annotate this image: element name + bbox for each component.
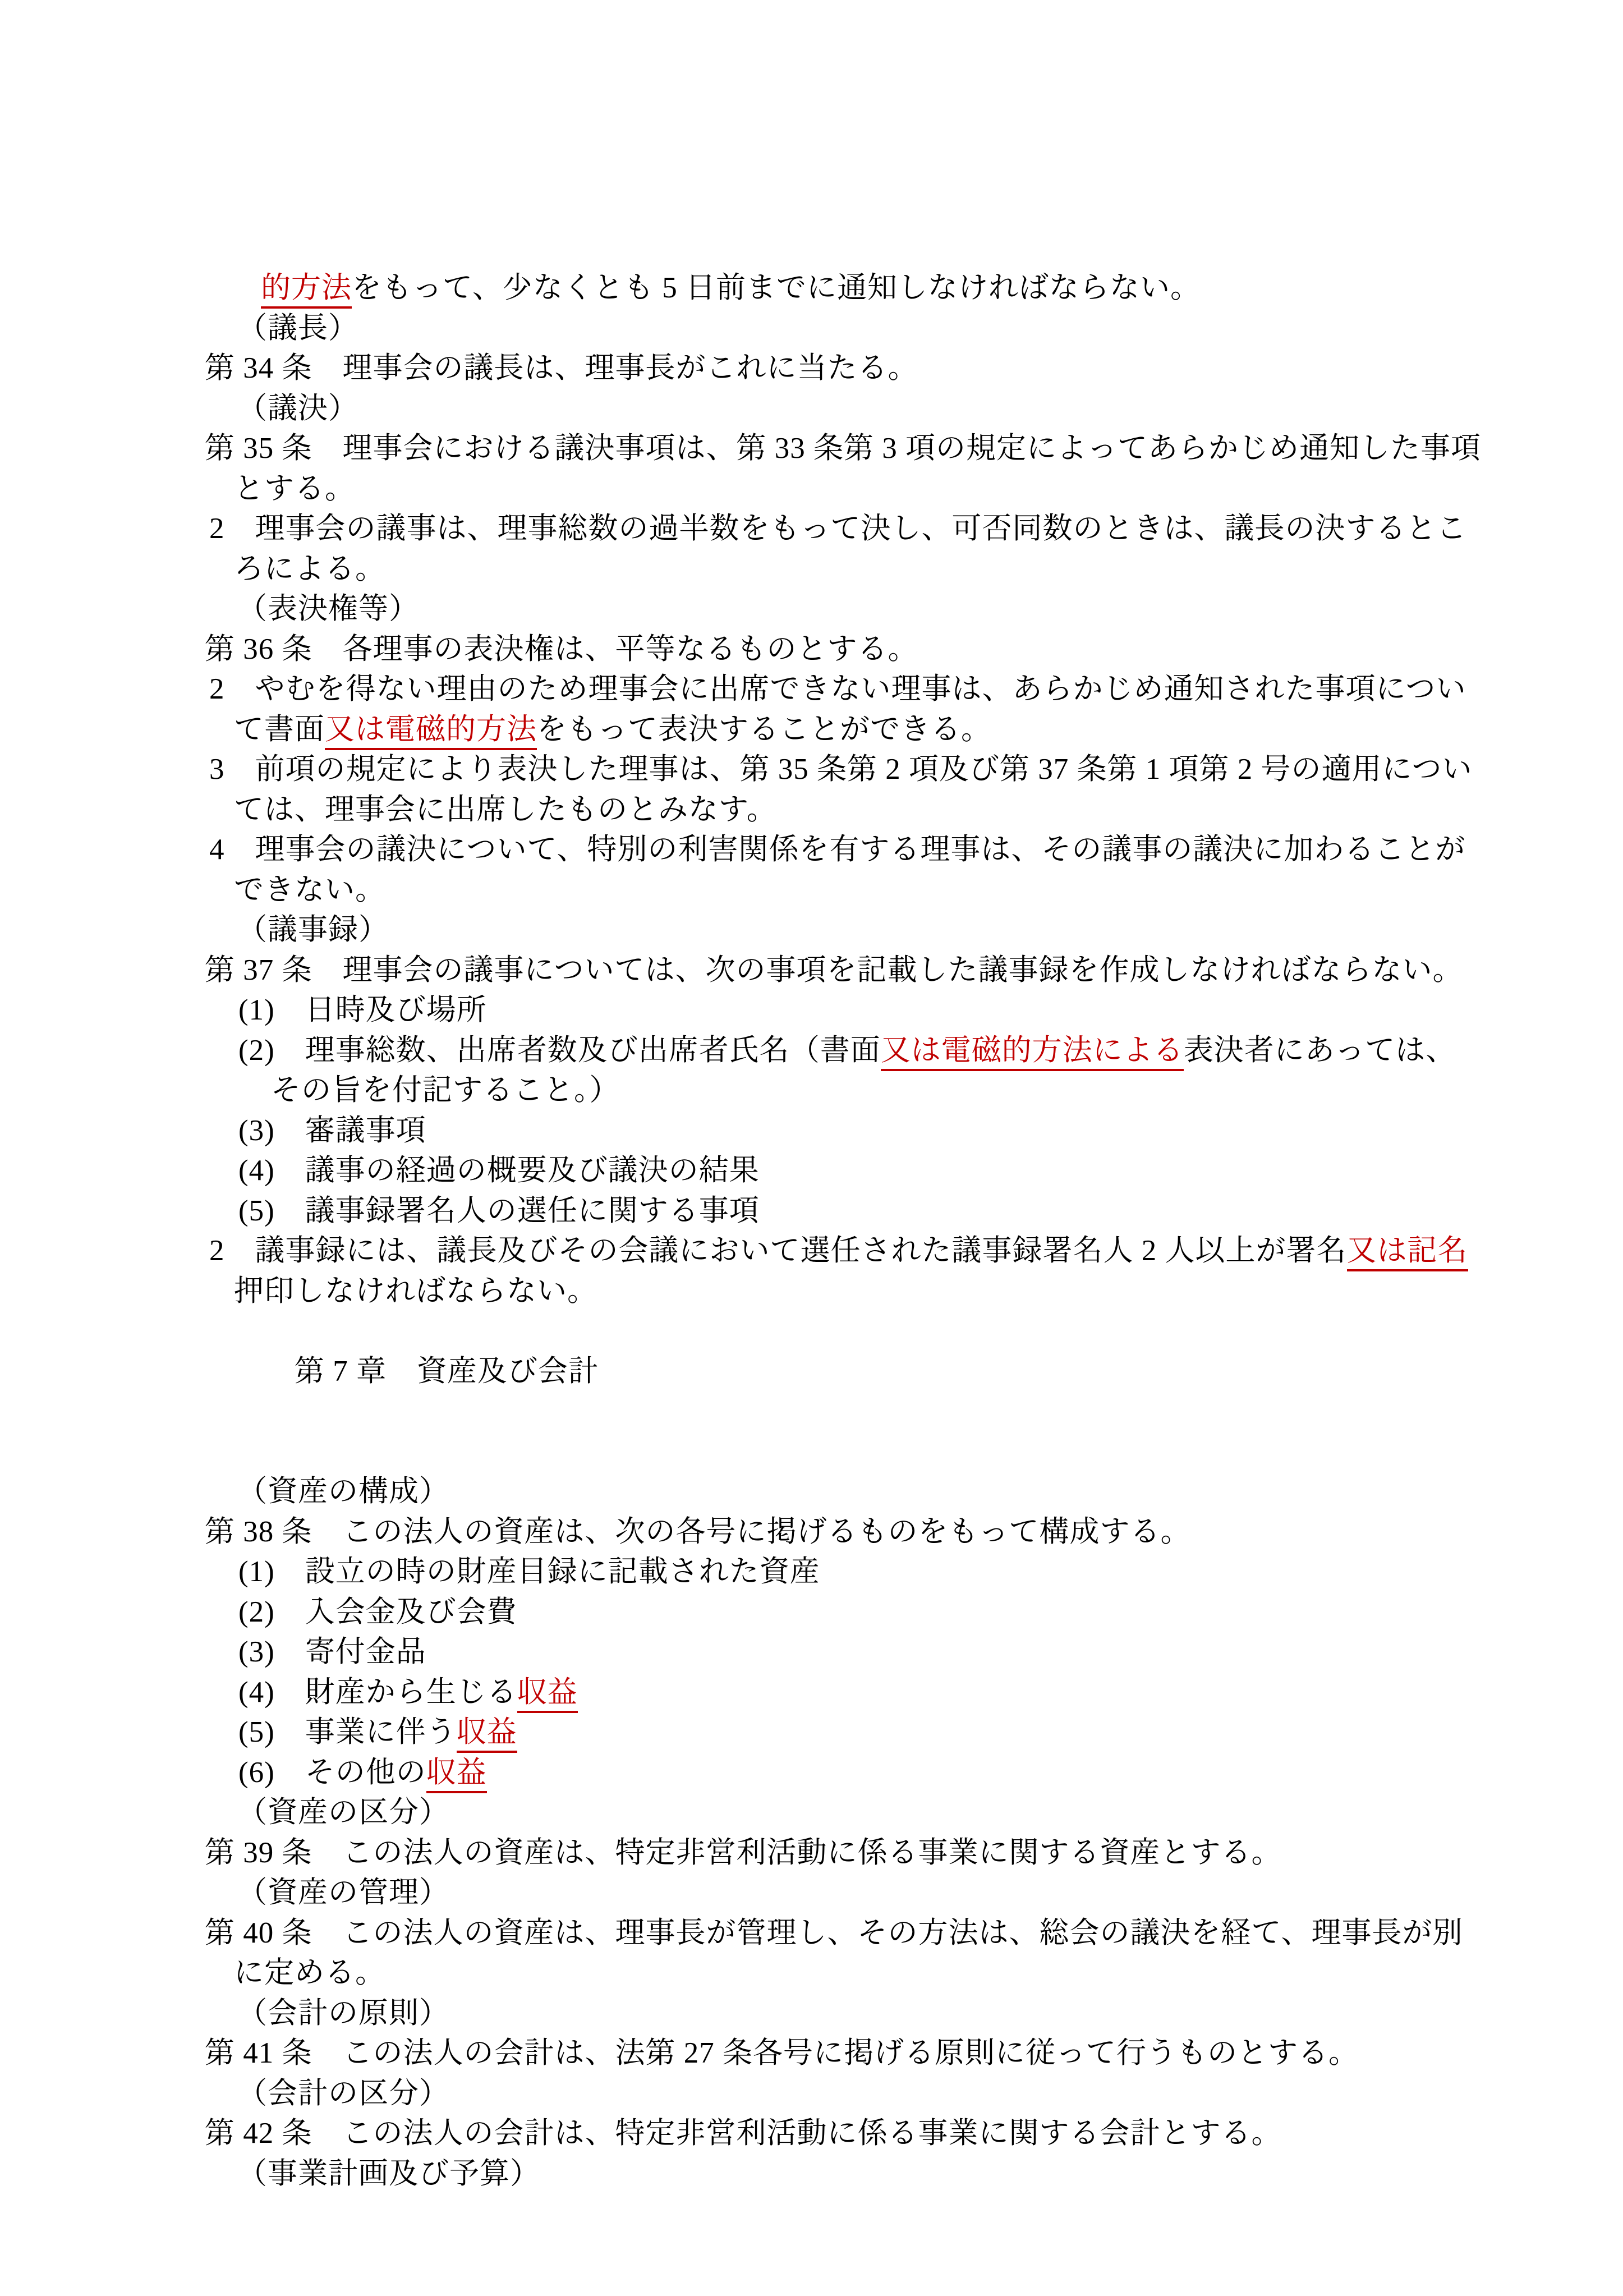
item-line (238, 1552, 1455, 1592)
section-label (237, 2074, 1455, 2114)
body-text: 2 理事会の議事は、理事総数の過半数をもって決し、可否同数のときは、議長の決するとこ (209, 512, 1467, 545)
section-label (237, 309, 1455, 349)
item-line (238, 1632, 1455, 1673)
continuation-line (234, 469, 1455, 509)
body-text: 第 36 条 各理事の表決権は、平等なるものとする。 (205, 632, 918, 665)
body-text: （議事録） (237, 913, 389, 946)
body-text: (3) 審議事項 (238, 1114, 426, 1147)
body-text: 表決者にあっては、 (1183, 1034, 1456, 1067)
body-text: 4 理事会の議決について、特別の利害関係を有する理事は、その議事の議決に加わることが (209, 833, 1466, 866)
section-label (237, 389, 1455, 429)
body-text: (2) 入会金及び会費 (238, 1595, 517, 1628)
body-text: （議決） (237, 392, 358, 425)
body-text: 第 40 条 この法人の資産は、理事長が管理し、その方法は、総会の議決を経て、理事長が別 (205, 1916, 1463, 1949)
article-line (205, 1913, 1463, 1954)
article-line (205, 1512, 1455, 1553)
body-text: 第 7 章 資産及び会計 (295, 1354, 599, 1388)
body-text: 第 34 条 理事会の議長は、理事長がこれに当たる。 (205, 352, 918, 384)
body-text: 第 37 条 理事会の議事については、次の事項を記載した議事録を作成しなければならない。 (205, 953, 1463, 986)
body-text: 第 41 条 この法人の会計は、法第 27 条各号に掲げる原則に従って行うものとする。 (205, 2037, 1359, 2069)
body-text: ては、理事会に出席したものとみなす。 (234, 793, 777, 826)
section-label (237, 589, 1455, 630)
body-text: をもって、少なくとも 5 日前までに通知しなければならない。 (352, 272, 1201, 304)
body-text: 2 議事録には、議長及びその会議において選任された議事録署名人 2 人以上が署名 (209, 1234, 1347, 1267)
blank-line (205, 1432, 1455, 1472)
revision-red-text: 収益 (426, 1756, 487, 1793)
item-line (238, 1592, 1455, 1633)
body-text: に定める。 (234, 1957, 385, 1989)
revision-red-text: 的方法 (261, 272, 352, 309)
item-line (238, 1111, 1455, 1151)
continuation-line (234, 549, 1455, 590)
item-line (238, 1673, 1455, 1713)
section-label (237, 1994, 1455, 2034)
body-text: 第 35 条 理事会における議決事項は、第 33 条第 3 項の規定によってあらかじめ通知した事項 (205, 432, 1481, 465)
body-text: (4) 財産から生じる (238, 1675, 517, 1709)
body-text: 3 前項の規定により表決した理事は、第 35 条第 2 項及び第 37 条第 1 項第 2 号の適用につい (209, 753, 1473, 786)
article-line (205, 950, 1463, 991)
body-text: をもって表決することができる。 (537, 713, 991, 746)
body-text: （会計の原則） (237, 1996, 449, 2029)
section-label (237, 1793, 1455, 1833)
body-text: できない。 (234, 873, 385, 906)
paragraph-line (209, 669, 1466, 710)
body-text: ろによる。 (234, 552, 385, 585)
continuation-line (234, 870, 1455, 911)
body-text: （表決権等） (237, 593, 419, 625)
body-text: 2 やむを得ない理由のため理事会に出席できない理事は、あらかじめ通知された事項につい (209, 673, 1466, 705)
blank-line (205, 1311, 1455, 1352)
body-text: 第 42 条 この法人の会計は、特定非営利活動に係る事業に関する会計とする。 (205, 2117, 1282, 2150)
body-text: (1) 設立の時の財産目録に記載された資産 (238, 1555, 820, 1588)
article-line (205, 2114, 1455, 2154)
revision-red-text: 又は記名 (1347, 1234, 1468, 1271)
article-line (205, 2033, 1455, 2074)
revision-red-text: 収益 (457, 1716, 517, 1753)
body-text: (6) その他の (238, 1756, 426, 1789)
article-line (205, 630, 1455, 670)
revision-red-text: 又は電磁的方法 (325, 713, 537, 750)
body-text: （事業計画及び予算） (237, 2157, 540, 2190)
paragraph-line (209, 509, 1467, 549)
body-text: （資産の区分） (237, 1796, 449, 1829)
item-line (238, 990, 1455, 1031)
body-text: （資産の管理） (237, 1876, 449, 1909)
body-text: 第 38 条 この法人の資産は、次の各号に掲げるものをもって構成する。 (205, 1515, 1191, 1548)
section-label (237, 1873, 1455, 1913)
item-continuation-line (271, 1071, 1455, 1111)
article-line (205, 1833, 1455, 1873)
article-line (205, 429, 1481, 469)
body-text: （議長） (237, 311, 358, 345)
blank-line (205, 1392, 1455, 1432)
body-text: て書面 (234, 713, 325, 746)
paragraph-line (209, 1231, 1468, 1271)
item-line (238, 1151, 1455, 1191)
body-text: その旨を付記すること。） (271, 1074, 620, 1106)
body-text: (2) 理事総数、出席者数及び出席者氏名（書面 (238, 1034, 881, 1067)
body-text: 押印しなければならない。 (234, 1274, 597, 1307)
item-line (238, 1753, 1455, 1793)
continuation-line (234, 1953, 1455, 1994)
item-line (238, 1031, 1455, 1071)
body-text: (3) 寄付金品 (238, 1636, 426, 1668)
body-text: (4) 議事の経過の概要及び議決の結果 (238, 1154, 760, 1187)
item-line (238, 1191, 1455, 1232)
section-label (237, 1472, 1455, 1512)
body-text: (5) 議事録署名人の選任に関する事項 (238, 1194, 760, 1227)
document-body (205, 268, 1481, 2194)
body-text: 第 39 条 この法人の資産は、特定非営利活動に係る事業に関する資産とする。 (205, 1836, 1282, 1869)
article-line (205, 348, 1455, 389)
continuation-line (234, 790, 1455, 830)
chapter-heading (295, 1352, 1455, 1392)
revision-red-text: 収益 (517, 1676, 578, 1713)
section-label (237, 2154, 1455, 2194)
item-line (238, 1712, 1455, 1753)
body-text: (5) 事業に伴う (238, 1716, 457, 1748)
body-text: (1) 日時及び場所 (238, 994, 487, 1026)
body-text: （会計の区分） (237, 2077, 449, 2110)
section-label (237, 910, 1455, 950)
continuation-line (234, 710, 1455, 750)
continuation-line (234, 1271, 1455, 1312)
revision-red-text: 又は電磁的方法による (881, 1034, 1184, 1071)
paragraph-line (209, 830, 1466, 870)
body-text: とする。 (234, 472, 355, 505)
body-text: （資産の構成） (237, 1475, 449, 1508)
continuation-line (261, 268, 1455, 309)
paragraph-line (209, 750, 1473, 790)
